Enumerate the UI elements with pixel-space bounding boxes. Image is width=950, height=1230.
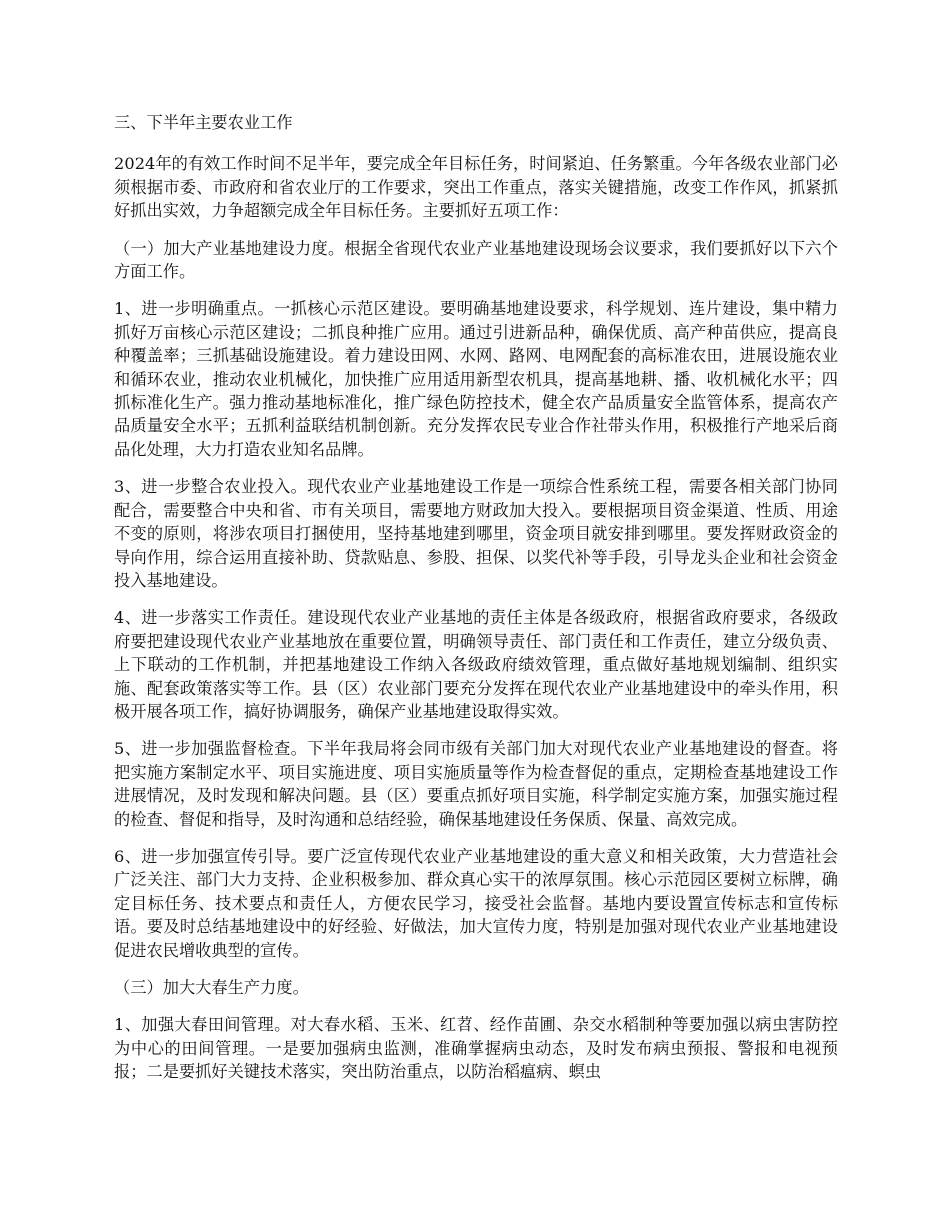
section-heading: 三、下半年主要农业工作 bbox=[114, 113, 293, 132]
paragraph-item-4: 4、进一步落实工作责任。建设现代农业产业基地的责任主体是各级政府，根据省政府要求，各级政府要把建设现代农业产业基地放在重要位置，明确领导责任、部门责任和工作责任，建立分级负责、上下联动的工作机制，并把基地建设工作纳入各级政府绩效管理，重点做好基地规划编制、组织实施、配套政策落实等工作。县（区）农业部门要充分发挥在现代农业产业基地建设中的牵头作用，积极开展各项工作，搞好协调服务，确保产业基地建设取得实效。 bbox=[114, 608, 838, 721]
paragraph-item-1: 1、进一步明确重点。一抓核心示范区建设。要明确基地建设要求，科学规划、连片建设，集中精力抓好万亩核心示范区建设；二抓良种推广应用。通过引进新品种，确保优质、高产种苗供应，提高良种覆盖率；三抓基础设施建设。着力建设田网、水网、路网、电网配套的高标准农田，进展设施农业和循环农业，推动农业机械化，加快推广应用适用新型农机具，提高基地耕、播、收机械化水平；四抓标准化生产。强力推动基地标准化，推广绿色防控技术，健全农产品质量安全监管体系，提高农产品质量安全水平；五抓利益联结机制创新。充分发挥农民专业合作社带头作用，积极推行产地采后商品化处理，大力打造农业知名品牌。 bbox=[114, 299, 838, 459]
paragraph-item-5: 5、进一步加强监督检查。下半年我局将会同市级有关部门加大对现代农业产业基地建设的督查。将把实施方案制定水平、项目实施进度、项目实施质量等作为检查督促的重点，定期检查基地建设工作进展情况，及时发现和解决问题。县（区）要重点抓好项目实施，科学制定实施方案，加强实施过程的检查、督促和指导，及时沟通和总结经验，确保基地建设任务保质、保量、高效完成。 bbox=[114, 739, 838, 829]
paragraph-intro: 2024年的有效工作时间不足半年，要完成全年目标任务，时间紧迫、任务繁重。今年各级农业部门必须根据市委、市政府和省农业厅的工作要求，突出工作重点，落实关键措施，改变工作作风，抓紧抓好抓出实效，力争超额完成全年目标任务。主要抓好五项工作： bbox=[114, 154, 838, 221]
paragraph-item-3: 3、进一步整合农业投入。现代农业产业基地建设工作是一项综合性系统工程，需要各相关部门协同配合，需要整合中央和省、市有关项目，需要地方财政加大投入。要根据项目资金渠道、性质、用途不变的原则，将涉农项目打捆使用，坚持基地建到哪里，资金项目就安排到哪里。要发挥财政资金的导向作用，综合运用直接补助、贷款贴息、参股、担保、以奖代补等手段，引导龙头企业和社会资金投入基地建设。 bbox=[114, 477, 838, 590]
paragraph-subsection-1: （一）加大产业基地建设力度。根据全省现代农业产业基地建设现场会议要求，我们要抓好以下六个方面工作。 bbox=[114, 238, 838, 282]
paragraph-spring-item-1: 1、加强大春田间管理。对大春水稻、玉米、红苕、经作苗圃、杂交水稻制种等要加强以病虫害防控为中心的田间管理。一是要加强病虫监测，准确掌握病虫动态，及时发布病虫预报、警报和电视预报；二是要抓好关键技术落实，突出防治重点，以防治稻瘟病、螟虫 bbox=[114, 1015, 838, 1082]
paragraph-item-6: 6、进一步加强宣传引导。要广泛宣传现代农业产业基地建设的重大意义和相关政策，大力营造社会广泛关注、部门大力支持、企业积极参加、群众真心实干的浓厚氛围。核心示范园区要树立标牌，确定目标任务、技术要点和责任人，方便农民学习，接受社会监督。基地内要设置宣传标志和宣传标语。要及时总结基地建设中的好经验、好做法，加大宣传力度，特别是加强对现代农业产业基地建设促进农民增收典型的宣传。 bbox=[114, 846, 838, 960]
paragraph-subsection-3: （三）加大大春生产力度。 bbox=[114, 978, 309, 997]
